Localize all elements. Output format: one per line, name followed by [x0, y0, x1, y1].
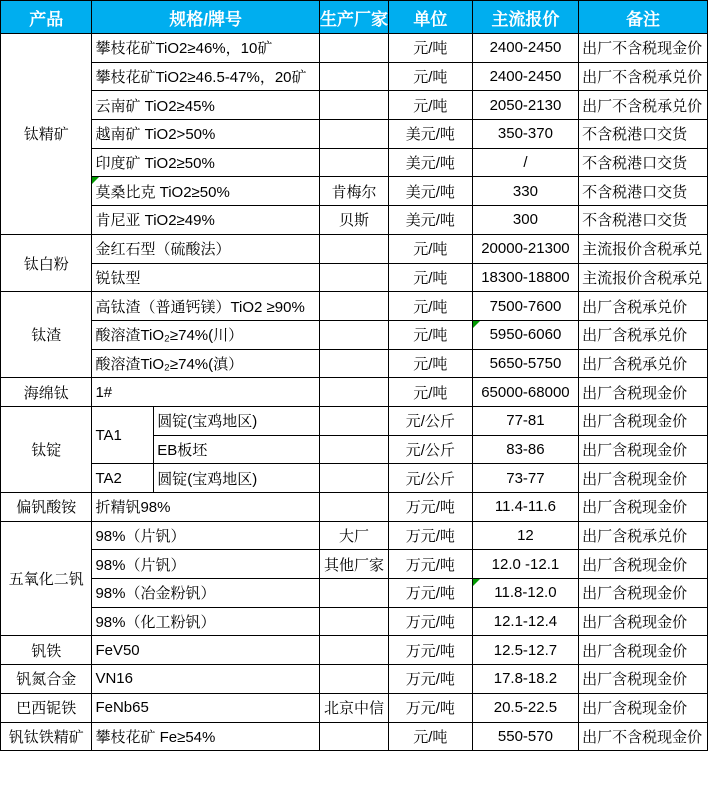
table-row	[1, 263, 708, 292]
comment-marker-icon	[473, 321, 480, 328]
spec-cell: 98%（冶金粉钒）	[92, 579, 320, 608]
manufacturer-cell	[319, 62, 388, 91]
table-row	[1, 521, 708, 550]
unit-cell: 美元/吨	[388, 177, 472, 206]
table-row	[1, 34, 708, 63]
manufacturer-cell: 肯梅尔	[319, 177, 388, 206]
table-row	[1, 665, 708, 694]
note-cell: 出厂含税现金价	[579, 607, 708, 636]
table-row	[1, 722, 708, 751]
unit-cell: 元/公斤	[388, 464, 472, 493]
price-cell: 11.4-11.6	[472, 493, 578, 522]
table-row	[1, 636, 708, 665]
spec-cell: 98%（片钒）	[92, 521, 320, 550]
unit-cell: 元/吨	[388, 263, 472, 292]
table-row	[1, 234, 708, 263]
price-cell: 83-86	[472, 435, 578, 464]
unit-cell: 万元/吨	[388, 493, 472, 522]
manufacturer-cell	[319, 636, 388, 665]
manufacturer-cell	[319, 148, 388, 177]
table-row	[1, 91, 708, 120]
price-cell: 2400-2450	[472, 62, 578, 91]
manufacturer-cell	[319, 378, 388, 407]
spec-cell: 1#	[92, 378, 320, 407]
unit-cell: 美元/吨	[388, 120, 472, 149]
note-cell: 出厂不含税承兑价	[579, 62, 708, 91]
manufacturer-cell	[319, 665, 388, 694]
manufacturer-cell	[319, 120, 388, 149]
table-row	[1, 120, 708, 149]
table-row	[1, 378, 708, 407]
spec-cell: 高钛渣（普通钙镁）TiO2 ≥90%	[92, 292, 320, 321]
price-cell: 12.5-12.7	[472, 636, 578, 665]
note-cell: 出厂含税现金价	[579, 493, 708, 522]
table-row	[1, 320, 708, 349]
note-cell: 出厂不含税承兑价	[579, 91, 708, 120]
note-cell: 出厂含税承兑价	[579, 292, 708, 321]
table-row	[1, 177, 708, 206]
grade-cell: TA2	[92, 464, 154, 493]
note-cell: 出厂含税现金价	[579, 435, 708, 464]
price-cell: 350-370	[472, 120, 578, 149]
spec-cell: 98%（化工粉钒）	[92, 607, 320, 636]
product-cell: 钒氮合金	[1, 665, 92, 694]
unit-cell: 万元/吨	[388, 693, 472, 722]
note-cell: 出厂含税承兑价	[579, 349, 708, 378]
unit-cell: 元/公斤	[388, 435, 472, 464]
unit-cell: 元/吨	[388, 320, 472, 349]
spec-cell: 酸溶渣TiO₂≥74%(川）	[92, 320, 320, 349]
table-row	[1, 493, 708, 522]
note-cell: 出厂含税现金价	[579, 636, 708, 665]
manufacturer-cell	[319, 435, 388, 464]
note-cell: 出厂含税现金价	[579, 665, 708, 694]
price-cell: 12	[472, 521, 578, 550]
spec-cell: FeNb65	[92, 693, 320, 722]
unit-cell: 万元/吨	[388, 607, 472, 636]
unit-cell: 美元/吨	[388, 148, 472, 177]
col-header-spec: 规格/牌号	[92, 1, 320, 34]
note-cell: 出厂不含税现金价	[579, 34, 708, 63]
price-cell: 18300-18800	[472, 263, 578, 292]
comment-marker-icon	[92, 177, 99, 184]
table-row	[1, 148, 708, 177]
product-cell: 五氧化二钒	[1, 521, 92, 636]
note-cell: 出厂含税现金价	[579, 406, 708, 435]
unit-cell: 万元/吨	[388, 550, 472, 579]
table-row	[1, 206, 708, 235]
price-cell: 77-81	[472, 406, 578, 435]
spec-cell: 圆锭(宝鸡地区)	[154, 406, 320, 435]
product-cell: 钛精矿	[1, 34, 92, 235]
price-cell: 5950-6060	[472, 320, 578, 349]
product-cell: 钛白粉	[1, 234, 92, 291]
table-row	[1, 406, 708, 435]
price-cell: 11.8-12.0	[472, 579, 578, 608]
note-cell: 不含税港口交货	[579, 206, 708, 235]
spec-cell: EB板坯	[154, 435, 320, 464]
product-cell: 偏钒酸铵	[1, 493, 92, 522]
spec-cell: 肯尼亚 TiO2≥49%	[92, 206, 320, 235]
manufacturer-cell	[319, 349, 388, 378]
unit-cell: 美元/吨	[388, 206, 472, 235]
unit-cell: 万元/吨	[388, 579, 472, 608]
spec-cell: 锐钛型	[92, 263, 320, 292]
manufacturer-cell: 贝斯	[319, 206, 388, 235]
spec-cell: 云南矿 TiO2≥45%	[92, 91, 320, 120]
product-cell: 海绵钛	[1, 378, 92, 407]
product-cell: 钛渣	[1, 292, 92, 378]
table-row	[1, 349, 708, 378]
comment-marker-icon	[473, 579, 480, 586]
manufacturer-cell	[319, 34, 388, 63]
price-cell: 65000-68000	[472, 378, 578, 407]
unit-cell: 元/吨	[388, 91, 472, 120]
note-cell: 出厂含税承兑价	[579, 521, 708, 550]
spec-cell: VN16	[92, 665, 320, 694]
spec-cell: 圆锭(宝鸡地区)	[154, 464, 320, 493]
price-cell: 550-570	[472, 722, 578, 751]
note-cell: 出厂含税现金价	[579, 378, 708, 407]
price-cell: /	[472, 148, 578, 177]
price-cell: 12.1-12.4	[472, 607, 578, 636]
unit-cell: 元/吨	[388, 349, 472, 378]
unit-cell: 元/吨	[388, 292, 472, 321]
spec-cell: 98%（片钒）	[92, 550, 320, 579]
spec-cell: 莫桑比克 TiO2≥50%	[92, 177, 320, 206]
unit-cell: 元/吨	[388, 234, 472, 263]
price-cell: 20.5-22.5	[472, 693, 578, 722]
col-header-unit: 单位	[388, 1, 472, 34]
spec-cell: 折精钒98%	[92, 493, 320, 522]
manufacturer-cell	[319, 493, 388, 522]
note-cell: 出厂不含税现金价	[579, 722, 708, 751]
col-header-manufacturer: 生产厂家	[319, 1, 388, 34]
col-header-note: 备注	[579, 1, 708, 34]
note-cell: 出厂含税现金价	[579, 693, 708, 722]
unit-cell: 元/吨	[388, 722, 472, 751]
table-row	[1, 464, 708, 493]
col-header-product: 产品	[1, 1, 92, 34]
spec-cell: 攀枝花矿 Fe≥54%	[92, 722, 320, 751]
manufacturer-cell	[319, 607, 388, 636]
product-cell: 钒钛铁精矿	[1, 722, 92, 751]
unit-cell: 元/吨	[388, 378, 472, 407]
note-cell: 出厂含税现金价	[579, 550, 708, 579]
manufacturer-cell	[319, 722, 388, 751]
price-cell: 5650-5750	[472, 349, 578, 378]
note-cell: 主流报价含税承兑	[579, 263, 708, 292]
price-cell: 12.0 -12.1	[472, 550, 578, 579]
note-cell: 不含税港口交货	[579, 120, 708, 149]
manufacturer-cell	[319, 91, 388, 120]
table-row	[1, 292, 708, 321]
price-cell: 17.8-18.2	[472, 665, 578, 694]
manufacturer-cell	[319, 234, 388, 263]
manufacturer-cell	[319, 292, 388, 321]
price-cell: 2050-2130	[472, 91, 578, 120]
product-cell: 钛锭	[1, 406, 92, 492]
header-row	[1, 1, 708, 34]
table-row	[1, 62, 708, 91]
table-row	[1, 693, 708, 722]
spec-cell: FeV50	[92, 636, 320, 665]
col-header-price: 主流报价	[472, 1, 578, 34]
manufacturer-cell	[319, 464, 388, 493]
manufacturer-cell: 其他厂家	[319, 550, 388, 579]
manufacturer-cell	[319, 263, 388, 292]
manufacturer-cell	[319, 406, 388, 435]
unit-cell: 万元/吨	[388, 521, 472, 550]
unit-cell: 元/公斤	[388, 406, 472, 435]
unit-cell: 元/吨	[388, 34, 472, 63]
manufacturer-cell	[319, 320, 388, 349]
manufacturer-cell: 大厂	[319, 521, 388, 550]
price-cell: 7500-7600	[472, 292, 578, 321]
unit-cell: 万元/吨	[388, 636, 472, 665]
spec-cell: 酸溶渣TiO₂≥74%(滇）	[92, 349, 320, 378]
grade-cell: TA1	[92, 406, 154, 463]
note-cell: 不含税港口交货	[579, 177, 708, 206]
product-cell: 巴西铌铁	[1, 693, 92, 722]
spec-cell: 攀枝花矿TiO2≥46%，10矿	[92, 34, 320, 63]
spec-cell: 攀枝花矿TiO2≥46.5-47%，20矿	[92, 62, 320, 91]
table-row	[1, 550, 708, 579]
spec-cell: 越南矿 TiO2>50%	[92, 120, 320, 149]
spec-cell: 印度矿 TiO2≥50%	[92, 148, 320, 177]
price-cell: 330	[472, 177, 578, 206]
product-cell: 钒铁	[1, 636, 92, 665]
table-row	[1, 607, 708, 636]
table-row	[1, 579, 708, 608]
price-cell: 73-77	[472, 464, 578, 493]
unit-cell: 万元/吨	[388, 665, 472, 694]
manufacturer-cell	[319, 579, 388, 608]
price-cell: 20000-21300	[472, 234, 578, 263]
manufacturer-cell: 北京中信	[319, 693, 388, 722]
note-cell: 出厂含税现金价	[579, 464, 708, 493]
price-cell: 2400-2450	[472, 34, 578, 63]
unit-cell: 元/吨	[388, 62, 472, 91]
note-cell: 不含税港口交货	[579, 148, 708, 177]
note-cell: 出厂含税承兑价	[579, 320, 708, 349]
spec-cell: 金红石型（硫酸法）	[92, 234, 320, 263]
note-cell: 主流报价含税承兑	[579, 234, 708, 263]
price-cell: 300	[472, 206, 578, 235]
note-cell: 出厂含税现金价	[579, 579, 708, 608]
